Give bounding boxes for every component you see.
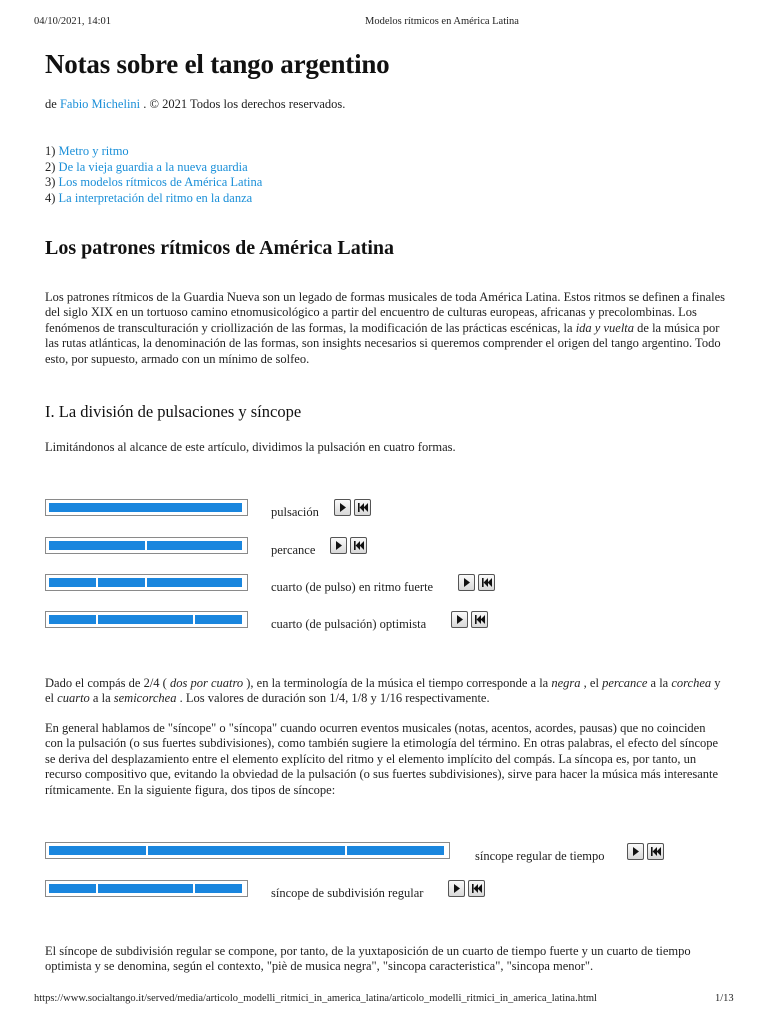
play-button[interactable] [451,611,468,628]
rewind-icon [479,575,494,590]
rhythm-segment [347,846,444,855]
rhythm-bar-cuarto-optimista [45,611,248,628]
page-title: Notas sobre el tango argentino [45,49,390,79]
rewind-icon [472,612,487,627]
rhythm-segment [147,578,243,587]
play-icon [335,500,350,515]
play-icon [331,538,346,553]
play-button[interactable] [330,537,347,554]
sincope-label: síncope de subdivisión regular [271,886,424,900]
sincope-paragraph: En general hablamos de "síncope" o "síncopa" cuando ocurren eventos musicales (notas, acentos, acordes, pausas) que no coinciden con la pulsación (o sus fuertes subdivisiones), como también sugiere la etimología del término. En otras palabras, el efecto del síncope se deriva del desplazamiento entre el elemento explícito del ritmo y el elemento implícito del compás. La síncopa es, por tanto, un recurso compositivo que, evitando la obviedad de la pulsación (o sus fuertes subdivisiones), sirve para hacer la música más interesante rítmicamente. En la siguiente figura, dos tipos de síncope: [45,721,719,797]
byline [45,97,345,112]
toc-item [45,191,262,207]
rhythm-segment [195,884,242,893]
print-url: https://www.socialtango.it/served/media/articolo_modelli_ritmici_in_america_latina/articolo_modelli_ritmici_in_america_latina.html [34,993,597,1004]
rhythm-segment [49,884,96,893]
play-button[interactable] [448,880,465,897]
rhythm-label: percance [271,543,316,557]
toc-number: 1) [45,144,56,158]
print-page-number: 1/13 [715,993,734,1004]
rhythm-segment [49,578,96,587]
rewind-icon [351,538,366,553]
print-datetime: 04/10/2021, 14:01 [34,16,112,27]
intro-text-2: de la música por las rutas atlánticas, la denominación de las formas, son insights necesarios si queremos comprender el origen del tango argentino. Todo esto, por supuesto, armado con un mínimo de solfeo. [45,320,721,366]
compas-text: y el [45,676,721,706]
intro-paragraph [45,290,725,367]
sincope-bar-tiempo [45,842,450,859]
rewind-icon [469,881,484,896]
sincope-label: síncope regular de tiempo [475,849,605,863]
compas-emphasis: semicorchea [113,691,177,706]
rhythm-segment [148,846,345,855]
compas-text: , el [583,676,599,690]
rewind-icon [355,500,370,515]
byline-copyright: . © 2021 Todos los derechos reservados. [143,97,346,111]
intro-emphasis: ida y vuelta [575,320,635,335]
rhythm-bar-cuarto-fuerte [45,574,248,591]
toc-number: 3) [45,175,56,189]
rhythm-segment [98,884,194,893]
toc-link-metro[interactable]: Metro y ritmo [58,144,129,158]
rhythm-label: cuarto (de pulso) en ritmo fuerte [271,580,434,594]
rhythm-segment [98,615,194,624]
compas-emphasis: cuarto [57,691,90,706]
rhythm-bar-percance [45,537,248,554]
toc-link-guardia[interactable]: De la vieja guardia a la nueva guardia [58,159,248,174]
section-title: Los patrones rítmicos de América Latina [45,237,395,259]
rhythm-bar-pulsacion [45,499,248,516]
print-doc-title: Modelos rítmicos en América Latina [365,16,519,27]
toc-link-danza[interactable]: La interpretación del ritmo en la danza [58,190,253,205]
rhythm-segment [49,541,145,550]
rewind-button[interactable] [468,880,485,897]
rewind-button[interactable] [350,537,367,554]
toc-item [45,144,262,160]
rhythm-segment [49,846,146,855]
play-icon [452,612,467,627]
rhythm-segment [49,615,96,624]
compas-text: ), en la terminología de la música el tiempo corresponde a la [246,676,549,690]
play-button[interactable] [627,843,644,860]
intro-text-1: Los patrones rítmicos de la Guardia Nueva son un legado de formas musicales de toda América Latina. Estos ritmos se definen a finales del siglo XIX en un tortuoso camino etnomusicológico a partir del encuentro de culturas europeas, africanas y precolombinas. Los fenómenos de transculturación y criollización de las formas, la modificación de las prácticas escénicas, la [45,290,726,335]
toc-number: 2) [45,159,56,174]
play-icon [628,844,643,859]
compas-text: . Los valores de duración son 1/4, 1/8 y 1/16 respectivamente. [179,691,490,706]
compas-paragraph [45,676,725,707]
rewind-button[interactable] [354,499,371,516]
toc-item [45,160,262,176]
compas-emphasis: corchea [671,676,712,690]
closing-paragraph: El síncope de subdivisión regular se compone, por tanto, de la yuxtaposición de un cuarto de tiempo fuerte y un cuarto de tiempo optimista y se denomina, según el contexto, "piè de musica negra", "sincopa caracteristica", "sincopa menor". [45,944,691,974]
rhythm-segment [98,578,145,587]
play-button[interactable] [334,499,351,516]
play-icon [459,575,474,590]
author-link[interactable]: Fabio Michelini [59,97,141,111]
toc-number: 4) [45,190,56,205]
rhythm-label: pulsación [271,505,319,519]
compas-emphasis: percance [602,676,648,690]
rewind-icon [648,844,663,859]
limit-paragraph: Limitándonos al alcance de este artículo, dividimos la pulsación en cuatro formas. [45,440,456,454]
sincope-bar-subdivision [45,880,248,897]
rhythm-segment [195,615,242,624]
rhythm-segment [147,541,243,550]
compas-text: Dado el compás de 2/4 ( [45,676,167,690]
rhythm-label: cuarto (de pulsación) optimista [271,617,427,631]
rewind-button[interactable] [471,611,488,628]
rewind-button[interactable] [478,574,495,591]
rhythm-segment [49,503,242,512]
rewind-button[interactable] [647,843,664,860]
byline-prefix: de [45,97,57,111]
compas-text: a la [650,676,669,690]
play-icon [449,881,464,896]
compas-emphasis: dos por cuatro [169,676,244,690]
play-button[interactable] [458,574,475,591]
compas-text: a la [92,691,111,706]
subsection-title: I. La división de pulsaciones y síncope [45,402,302,421]
table-of-contents [45,144,262,206]
compas-emphasis: negra [551,676,581,690]
toc-item [45,175,262,191]
toc-link-modelos[interactable]: Los modelos rítmicos de América Latina [58,175,263,189]
